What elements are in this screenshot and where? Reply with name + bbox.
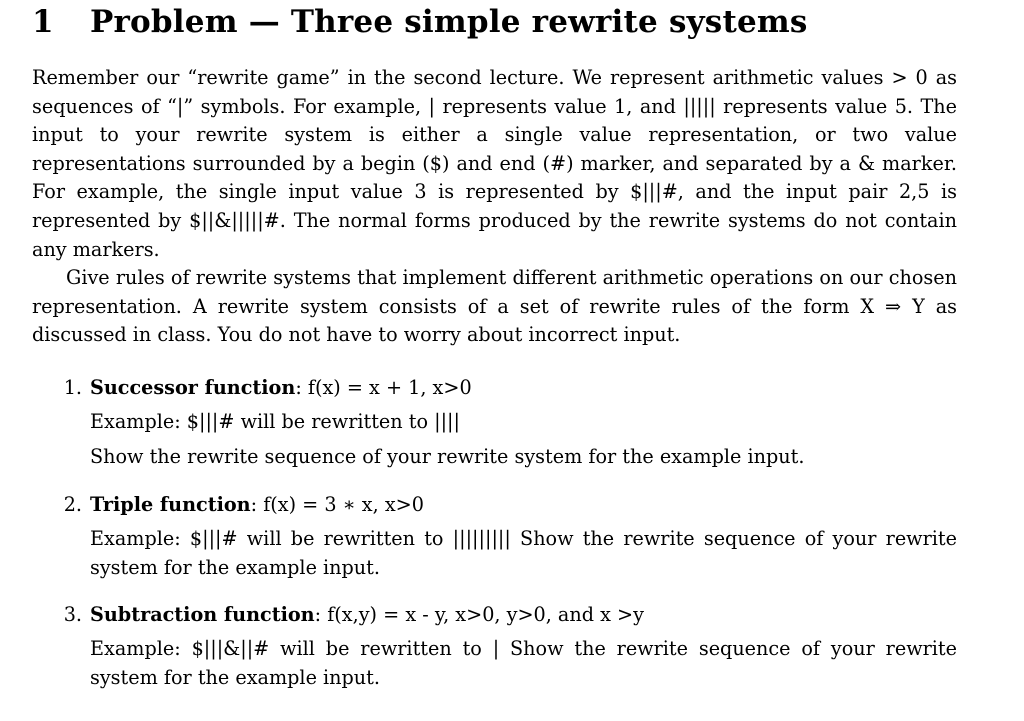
item-instruction: Show the rewrite sequence of your rewrite system for the example input. <box>90 637 957 689</box>
section-number: 1 <box>32 4 54 40</box>
intro-paragraph: Remember our “rewrite game” in the second lecture. We represent arithmetic values > 0 as sequences of “|” symbols. For example, | represents value 1, and ||||| represents value 5. The input to your rewrite system is either a single value representation, or two value representations surrounded by a begin ($) and end (#) marker, and separated by a & marker. For example, the single input value 3 is represented by $|||#, and the input pair 2,5 is represented by $||&|||||#. The normal forms produced by the rewrite systems do not contain any markers. <box>32 66 957 261</box>
list-item-triple <box>32 491 957 582</box>
item-number: 1. <box>63 376 82 399</box>
item-definition: : f(x) = x + 1, x>0 <box>295 376 472 399</box>
item-name: Successor function <box>90 376 296 399</box>
item-name: Subtraction function <box>90 603 315 626</box>
item-example: Example: $|||# will be rewritten to |||| <box>90 410 460 433</box>
section-heading <box>32 4 808 40</box>
item-definition: : f(x,y) = x - y, x>0, y>0, and x >y <box>314 603 644 626</box>
item-example: Example: $|||# will be rewritten to ||||||||| <box>90 527 511 550</box>
instructions-paragraph: Give rules of rewrite systems that implement different arithmetic operations on our chosen representation. A rewrite system consists of a set of rewrite rules of the form X ⇒ Y as discussed in class. You do not have to worry about incorrect input. <box>32 266 957 347</box>
item-example: Example: $|||&||# will be rewritten to | <box>90 637 500 660</box>
item-definition: : f(x) = 3 ∗ x, x>0 <box>250 493 424 516</box>
section-title: Problem — Three simple rewrite systems <box>90 4 808 40</box>
item-instruction: Show the rewrite sequence of your rewrite system for the example input. <box>90 527 957 579</box>
item-instruction: Show the rewrite sequence of your rewrite system for the example input. <box>90 444 805 468</box>
item-number: 2. <box>63 493 82 516</box>
item-name: Triple function <box>90 493 251 516</box>
item-number: 3. <box>63 603 82 626</box>
list-item-successor <box>32 374 957 471</box>
list-item-subtraction <box>32 601 957 692</box>
